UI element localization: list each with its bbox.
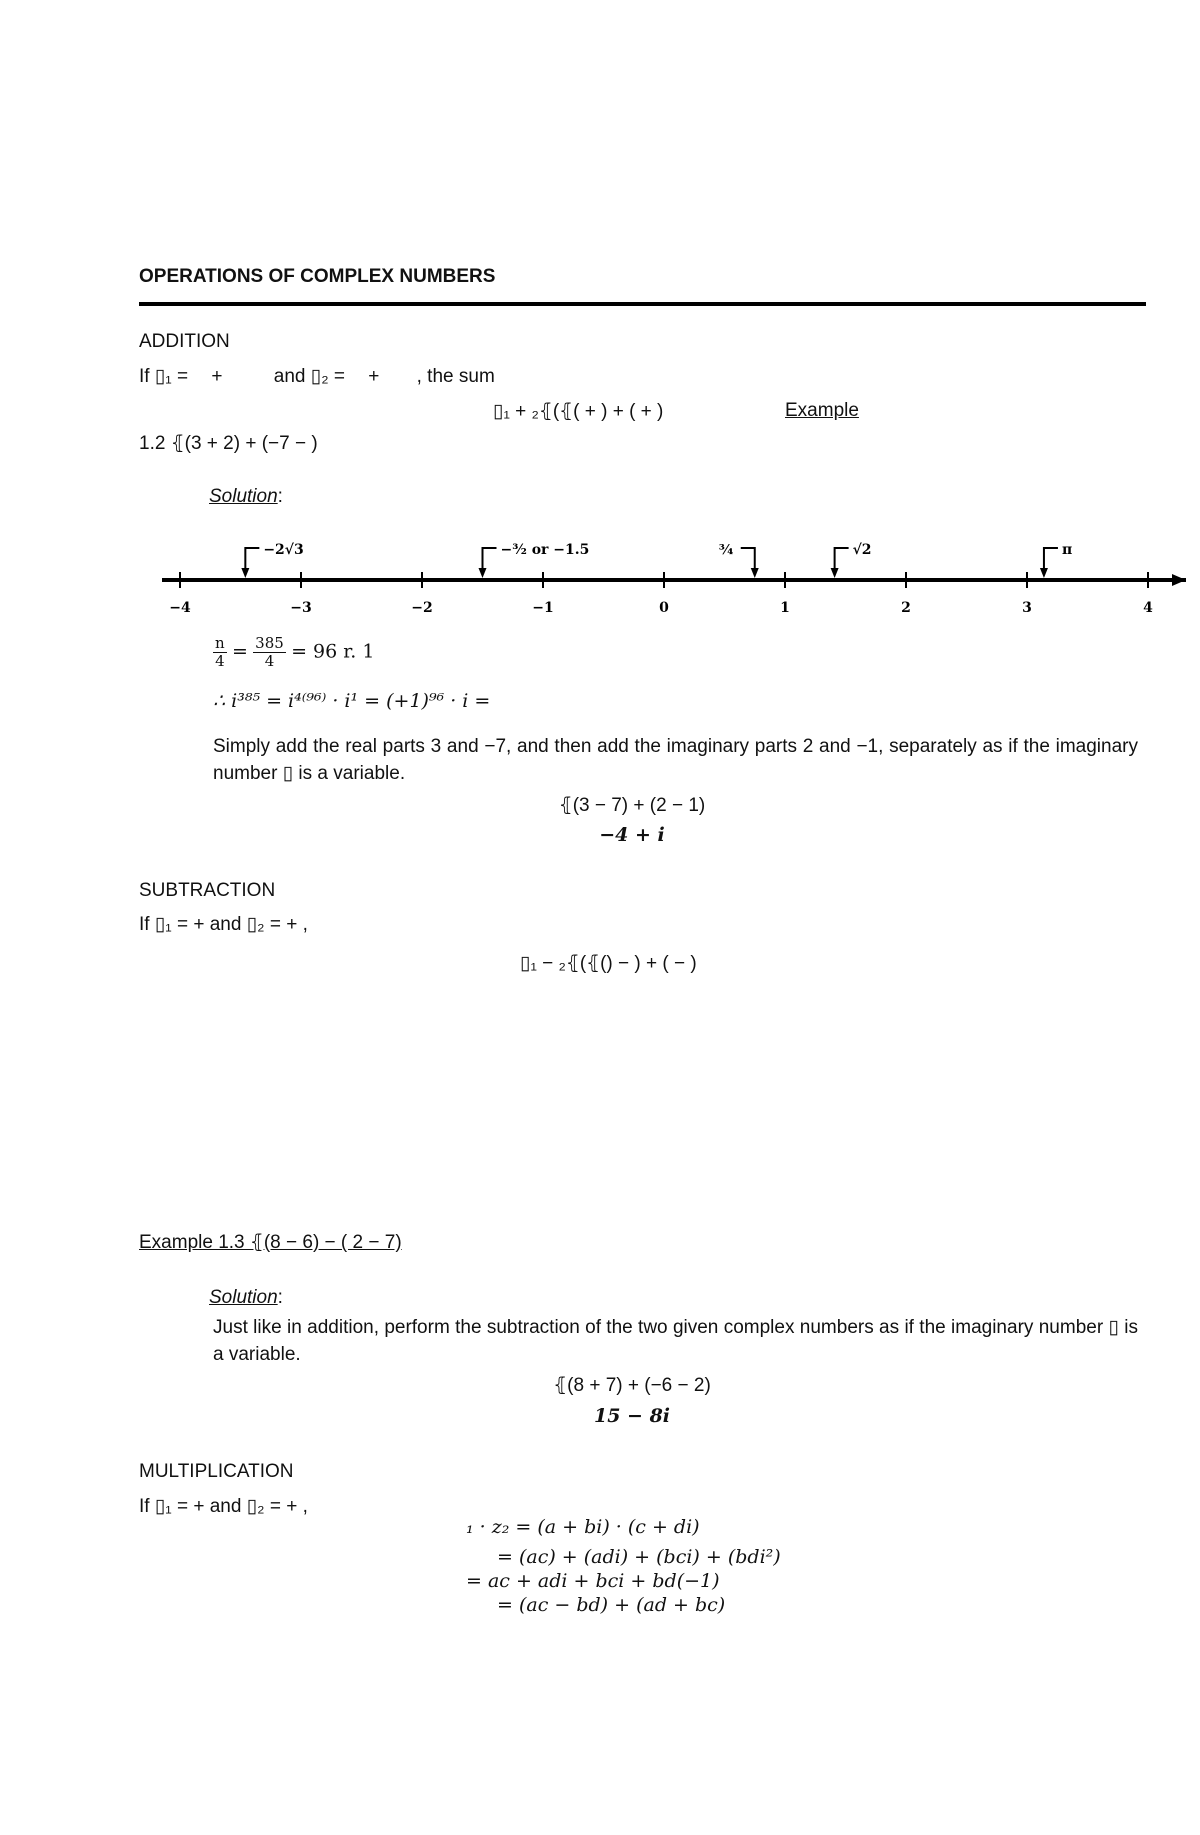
point-label: π — [1061, 542, 1073, 558]
calc-line-2: ∴ i³⁸⁵ = i⁴⁽⁹⁶⁾ · i¹ = (+1)⁹⁶ · i = — [213, 690, 491, 712]
calc-line-1: $\frac{n}{4}$ = $\frac{385}{4}$ = 96 r. 1 — [215, 634, 375, 670]
point-label: ¾ — [718, 542, 734, 558]
multiplication-heading: MULTIPLICATION — [139, 1461, 294, 1482]
point-marker — [241, 542, 303, 578]
plus-sign: + — [211, 366, 223, 387]
addition-heading: ADDITION — [139, 331, 230, 352]
fraction-denominator: 4 — [264, 652, 275, 670]
point-label: √2 — [852, 542, 872, 558]
page-title: OPERATIONS OF COMPLEX NUMBERS — [139, 266, 496, 287]
tick-label: −3 — [290, 600, 312, 616]
example-label: Example — [785, 400, 859, 421]
z1-def: ▯₁ = — [154, 366, 194, 387]
example-1-3-line: Example 1.3 ⦃(8 − 6) − ( 2 − 7) — [139, 1232, 402, 1253]
point-label: −³⁄₂ or −1.5 — [500, 542, 590, 558]
tick-label: −1 — [532, 600, 554, 616]
quotient-result: = 96 r. 1 — [291, 640, 375, 663]
example-1-2-line — [139, 432, 318, 455]
example-expression: 1.2 ⦃(3 + 2) + (−7 − ) — [139, 433, 318, 454]
addition-if-line — [139, 365, 495, 388]
subtraction-formula: ▯₁ − ₂⦃(⦃() − ) + ( − ) — [520, 953, 697, 974]
point-marker — [1040, 542, 1072, 578]
multiplication-line-3: = ac + adi + bci + bd(−1) — [466, 1570, 720, 1592]
colon: : — [277, 1287, 283, 1308]
addition-explanation: Simply add the real parts 3 and −7, and then add the imaginary parts 2 and −1, separately as if the imaginary number ▯ is a variable. — [213, 736, 1138, 784]
subtraction-heading: SUBTRACTION — [139, 880, 276, 901]
subtraction-explanation: Just like in addition, perform the subtraction of the two given complex numbers as if the imaginary number ▯ is a variable. — [213, 1317, 1138, 1365]
small-fraction-num: n — [215, 634, 225, 652]
point-label: −2√3 — [263, 542, 304, 558]
multiplication-line-4: = (ac − bd) + (ad + bc) — [497, 1594, 726, 1616]
point-marker — [831, 542, 872, 578]
point-label-group — [241, 542, 1072, 578]
addition-formula: ▯₁ + ₂⦃(⦃( + ) + ( + ) — [493, 401, 664, 422]
point-marker — [719, 542, 759, 578]
if-text: If — [139, 366, 155, 387]
subtraction-step: ⦃(8 + 7) + (−6 − 2) — [553, 1375, 711, 1396]
division-fraction — [253, 635, 286, 670]
tick-label: 4 — [1143, 600, 1153, 616]
subtraction-if-line: If ▯₁ = + and ▯₂ = + , — [139, 914, 308, 935]
title-divider — [139, 302, 1146, 306]
small-fraction — [213, 635, 227, 670]
fraction-numerator: 385 — [255, 634, 284, 652]
addition-result: −4 + i — [599, 824, 665, 846]
multiplication-if-line: If ▯₁ = + and ▯₂ = + , — [139, 1496, 308, 1517]
addition-step: ⦃(3 − 7) + (2 − 1) — [558, 795, 706, 816]
the-sum-text: , the sum — [416, 366, 495, 387]
solution-label-addition — [209, 486, 283, 508]
tick-label: −2 — [411, 600, 433, 616]
multiplication-line-2: = (ac) + (adi) + (bci) + (bdi²) — [497, 1546, 781, 1568]
plus-sign: + — [368, 366, 380, 387]
tick-label: 1 — [780, 600, 790, 616]
point-marker — [479, 542, 590, 578]
and-text: and — [273, 366, 311, 387]
number-line — [150, 530, 1190, 625]
subtraction-result: 15 − 8i — [593, 1405, 671, 1427]
arrow-right-icon — [1172, 574, 1186, 586]
tick-label: 3 — [1022, 600, 1032, 616]
multiplication-line-1: ₁ · z₂ = (a + bi) · (c + di) — [466, 1516, 700, 1538]
tick-label: 2 — [901, 600, 911, 616]
tick-label: 0 — [659, 600, 669, 616]
z2-def: ▯₂ = — [310, 366, 351, 387]
tick-label: −4 — [169, 600, 191, 616]
solution-label-subtraction — [209, 1287, 283, 1309]
solution-text: Solution — [209, 486, 278, 507]
colon: : — [277, 486, 283, 507]
small-fraction-den: 4 — [215, 652, 225, 670]
solution-text: Solution — [209, 1287, 278, 1308]
